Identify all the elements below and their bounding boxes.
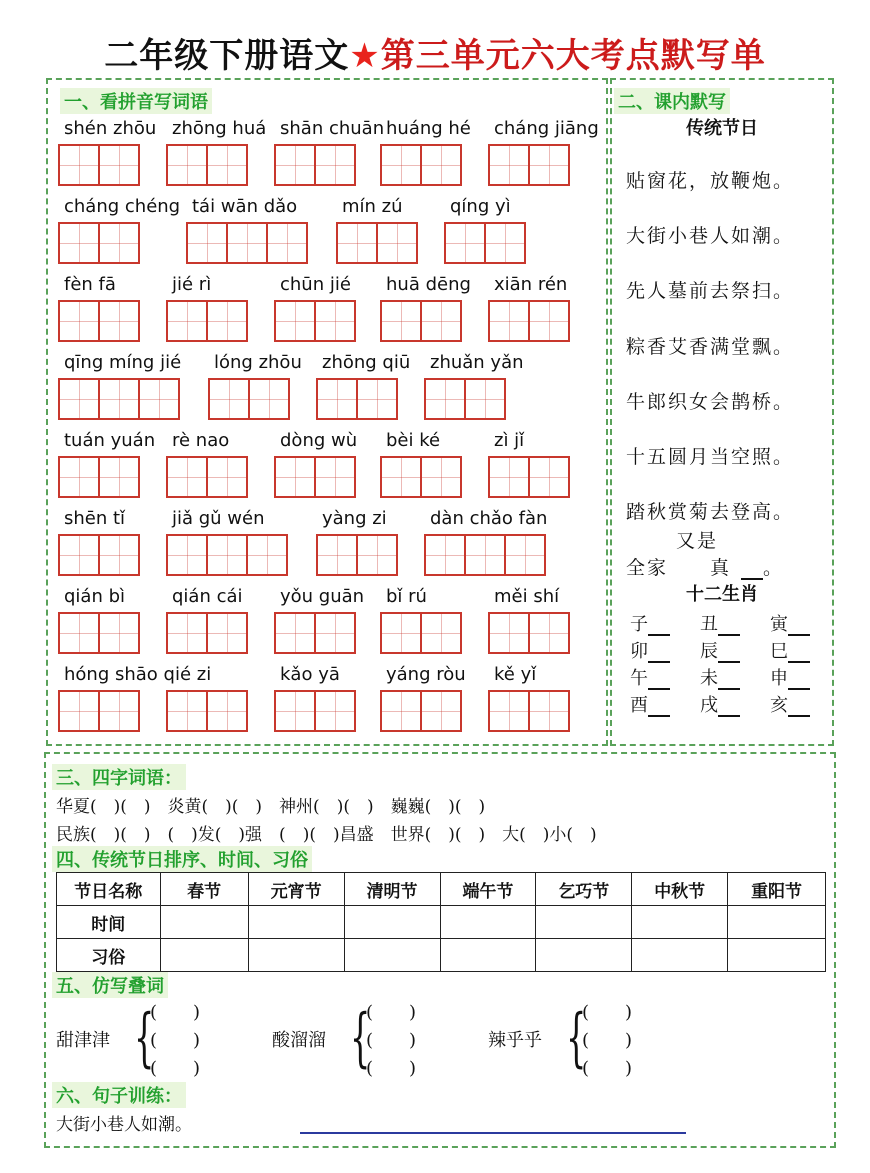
tianzige-cell[interactable] [424, 534, 466, 576]
tianzige-cell[interactable] [356, 378, 398, 420]
writing-grid[interactable] [488, 300, 568, 342]
writing-grid[interactable] [316, 534, 396, 576]
writing-grid[interactable] [380, 144, 460, 186]
tianzige-cell[interactable] [266, 222, 308, 264]
table-header-cell: 端午节 [440, 873, 536, 906]
tianzige-cell[interactable] [316, 534, 358, 576]
tianzige-cell[interactable] [166, 144, 208, 186]
answer-cell[interactable] [160, 939, 248, 972]
tianzige-cell[interactable] [166, 534, 208, 576]
zodiac-blank[interactable] [718, 645, 740, 663]
pinyin-label: zì jǐ [494, 430, 525, 451]
festival-table [56, 872, 826, 972]
writing-grid[interactable] [380, 612, 460, 654]
tianzige-cell[interactable] [58, 300, 100, 342]
writing-grid[interactable] [488, 144, 568, 186]
writing-grid[interactable] [274, 300, 354, 342]
dup-word: 酸溜溜 [272, 1030, 326, 1051]
fill-blank[interactable] [741, 562, 763, 580]
pinyin-label: shān chuān [280, 118, 385, 139]
tianzige-cell[interactable] [58, 456, 100, 498]
pinyin-label: qián bì [64, 586, 126, 607]
tianzige-cell[interactable] [98, 378, 140, 420]
tianzige-cell[interactable] [484, 222, 526, 264]
writing-grid[interactable] [380, 456, 460, 498]
page-title [0, 28, 870, 77]
title-grade: 二年级下册语文 [104, 36, 350, 76]
section6-title: 六、句子训练： [52, 1082, 186, 1108]
dup-blank[interactable]: ( ) [150, 1002, 201, 1023]
zodiac-item: 申 [770, 664, 810, 690]
pinyin-label: qīng míng jié [64, 352, 182, 373]
pinyin-label: zhōng qiū [322, 352, 411, 373]
lower-section [44, 752, 836, 1148]
pinyin-label: tái wān dǎo [192, 196, 298, 217]
tianzige-cell[interactable] [420, 612, 462, 654]
pinyin-label: qíng yì [450, 196, 511, 217]
writing-grid[interactable] [186, 222, 306, 264]
section3-title: 三、四字词语： [52, 764, 186, 790]
tianzige-cell[interactable] [464, 378, 506, 420]
tianzige-cell[interactable] [206, 144, 248, 186]
tianzige-cell[interactable] [58, 534, 100, 576]
zodiac-item: 午 [630, 664, 670, 690]
pinyin-label: huáng hé [386, 118, 471, 139]
pinyin-label: yáng ròu [386, 664, 466, 685]
tianzige-cell[interactable] [420, 144, 462, 186]
zodiac-item: 丑 [700, 610, 740, 636]
writing-grid[interactable] [58, 612, 138, 654]
answer-cell[interactable] [440, 906, 536, 939]
example-sentence: 大街小巷人如潮。 [56, 1115, 192, 1135]
answer-cell[interactable] [160, 906, 248, 939]
tianzige-cell[interactable] [314, 456, 356, 498]
brace-icon: { [566, 1001, 587, 1075]
four-char-line: 民族( )( ) ( )发( )强 ( )( )昌盛 世界( )( ) 大( )小( ) [56, 825, 597, 845]
pinyin-label: měi shí [494, 586, 560, 607]
tianzige-cell[interactable] [528, 612, 570, 654]
zodiac-blank[interactable] [648, 618, 670, 636]
dup-blank[interactable]: ( ) [366, 1030, 417, 1051]
pinyin-label: shén zhōu [64, 118, 157, 139]
tianzige-cell[interactable] [504, 534, 546, 576]
zodiac-blank[interactable] [718, 699, 740, 717]
zodiac-heading: 十二生肖 [686, 584, 758, 605]
pinyin-section [46, 78, 608, 746]
writing-grid[interactable] [58, 222, 138, 264]
zodiac-blank[interactable] [718, 672, 740, 690]
zodiac-item: 卯 [630, 637, 670, 663]
pinyin-label: zhōng huá [172, 118, 267, 139]
table-header-cell: 清明节 [344, 873, 440, 906]
tianzige-cell[interactable] [420, 456, 462, 498]
zodiac-blank[interactable] [788, 618, 810, 636]
poem-line: 踏秋赏菊去登高。 [626, 501, 795, 523]
tianzige-cell[interactable] [488, 456, 530, 498]
tianzige-cell[interactable] [528, 690, 570, 732]
poem-line: 十五圆月当空照。 [626, 446, 795, 468]
tianzige-cell[interactable] [166, 456, 208, 498]
zodiac-item: 辰 [700, 637, 740, 663]
tianzige-cell[interactable] [206, 612, 248, 654]
dup-blank[interactable]: ( ) [150, 1058, 201, 1079]
row-label: 时间 [57, 906, 161, 939]
tianzige-cell[interactable] [528, 456, 570, 498]
writing-grid[interactable] [166, 534, 286, 576]
writing-grid[interactable] [166, 690, 246, 732]
tianzige-cell[interactable] [274, 612, 316, 654]
answer-cell[interactable] [344, 939, 440, 972]
poem-line: 牛郎织女会鹊桥。 [626, 391, 795, 413]
pinyin-label: bǐ rú [386, 586, 427, 607]
tianzige-cell[interactable] [314, 300, 356, 342]
writing-grid[interactable] [488, 612, 568, 654]
table-header-cell: 节日名称 [57, 873, 161, 906]
writing-grid[interactable] [58, 300, 138, 342]
tianzige-cell[interactable] [58, 690, 100, 732]
tianzige-cell[interactable] [58, 144, 100, 186]
table-row [57, 906, 826, 939]
pinyin-label: huā dēng [386, 274, 471, 295]
zodiac-item: 戌 [700, 691, 740, 717]
tianzige-cell[interactable] [488, 612, 530, 654]
tianzige-cell[interactable] [248, 378, 290, 420]
dup-word: 辣乎乎 [488, 1030, 542, 1051]
zodiac-item: 亥 [770, 691, 810, 717]
poem-line: 大街小巷人如潮。 [626, 225, 795, 247]
tianzige-cell[interactable] [166, 300, 208, 342]
writing-grid[interactable] [274, 144, 354, 186]
dup-blank[interactable]: ( ) [150, 1030, 201, 1051]
pinyin-label: rè nao [172, 430, 230, 451]
writing-grid[interactable] [58, 534, 138, 576]
dup-blank[interactable]: ( ) [366, 1058, 417, 1079]
tianzige-cell[interactable] [226, 222, 268, 264]
brace-icon: { [134, 1001, 155, 1075]
zodiac-blank[interactable] [648, 645, 670, 663]
tianzige-cell[interactable] [208, 378, 250, 420]
writing-grid[interactable] [166, 612, 246, 654]
tianzige-cell[interactable] [380, 144, 422, 186]
writing-grid[interactable] [274, 690, 354, 732]
tianzige-cell[interactable] [380, 300, 422, 342]
pinyin-label: cháng chéng [64, 196, 181, 217]
answer-cell[interactable] [440, 939, 536, 972]
zodiac-blank[interactable] [788, 699, 810, 717]
pinyin-label: fèn fā [64, 274, 116, 295]
section2-title: 二、课内默写 [614, 88, 730, 114]
pinyin-label: jié rì [172, 274, 212, 295]
tianzige-cell[interactable] [464, 534, 506, 576]
table-header-cell: 中秋节 [632, 873, 728, 906]
table-header-cell: 元宵节 [248, 873, 344, 906]
table-header-cell: 乞巧节 [536, 873, 632, 906]
pinyin-label: cháng jiāng [494, 118, 599, 139]
pinyin-label: bèi ké [386, 430, 441, 451]
writing-grid[interactable] [380, 690, 460, 732]
writing-grid[interactable] [274, 456, 354, 498]
tianzige-cell[interactable] [274, 456, 316, 498]
pinyin-label: yǒu guān [280, 586, 365, 607]
zodiac-blank[interactable] [788, 645, 810, 663]
table-row [57, 939, 826, 972]
writing-grid[interactable] [424, 378, 504, 420]
poem-heading: 传统节日 [686, 118, 758, 139]
writing-grid[interactable] [208, 378, 288, 420]
pinyin-label: hóng shāo qié zi [64, 664, 212, 685]
tianzige-cell[interactable] [58, 222, 100, 264]
pinyin-label: yàng zi [322, 508, 387, 529]
row-label: 习俗 [57, 939, 161, 972]
zodiac-item: 寅 [770, 610, 810, 636]
zodiac-blank[interactable] [788, 672, 810, 690]
pinyin-label: mín zú [342, 196, 403, 217]
answer-cell[interactable] [728, 906, 826, 939]
answer-cell[interactable] [344, 906, 440, 939]
tianzige-cell[interactable] [186, 222, 228, 264]
tianzige-cell[interactable] [528, 300, 570, 342]
tianzige-cell[interactable] [424, 378, 466, 420]
pinyin-label: chūn jié [280, 274, 351, 295]
tianzige-cell[interactable] [98, 144, 140, 186]
dup-blank[interactable]: ( ) [582, 1002, 633, 1023]
zodiac-blank[interactable] [648, 699, 670, 717]
title-unit: 第三单元六大考点默写单 [380, 36, 766, 76]
pinyin-label: lóng zhōu [214, 352, 302, 373]
tianzige-cell[interactable] [246, 534, 288, 576]
writing-grid[interactable] [166, 456, 246, 498]
dup-blank[interactable]: ( ) [582, 1030, 633, 1051]
answer-cell[interactable] [632, 906, 728, 939]
writing-grid[interactable] [316, 378, 396, 420]
table-header-row [57, 873, 826, 906]
pinyin-label: jiǎ gǔ wén [172, 508, 265, 529]
tianzige-cell[interactable] [528, 144, 570, 186]
pinyin-label: tuán yuán [64, 430, 156, 451]
tianzige-cell[interactable] [206, 456, 248, 498]
dup-blank[interactable]: ( ) [366, 1002, 417, 1023]
tianzige-cell[interactable] [98, 690, 140, 732]
tianzige-cell[interactable] [206, 300, 248, 342]
tianzige-cell[interactable] [206, 690, 248, 732]
tianzige-cell[interactable] [98, 534, 140, 576]
tianzige-cell[interactable] [58, 378, 100, 420]
pinyin-label: dàn chǎo fàn [430, 508, 548, 529]
tianzige-cell[interactable] [420, 690, 462, 732]
writing-grid[interactable] [166, 144, 246, 186]
answer-line[interactable] [300, 1132, 686, 1134]
tianzige-cell[interactable] [58, 612, 100, 654]
writing-grid[interactable] [58, 456, 138, 498]
tianzige-cell[interactable] [98, 222, 140, 264]
writing-grid[interactable] [488, 690, 568, 732]
poem-line: 贴窗花，放鞭炮。 [626, 170, 795, 192]
answer-cell[interactable] [248, 939, 344, 972]
tianzige-cell[interactable] [98, 612, 140, 654]
tianzige-cell[interactable] [488, 144, 530, 186]
zodiac-blank[interactable] [648, 672, 670, 690]
answer-cell[interactable] [632, 939, 728, 972]
writing-grid[interactable] [58, 144, 138, 186]
zodiac-blank[interactable] [718, 618, 740, 636]
poem-line: 又是 [676, 530, 719, 552]
table-header-cell: 重阳节 [728, 873, 826, 906]
tianzige-cell[interactable] [314, 144, 356, 186]
tianzige-cell[interactable] [98, 456, 140, 498]
answer-cell[interactable] [536, 939, 632, 972]
writing-grid[interactable] [380, 300, 460, 342]
pinyin-label: xiān rén [494, 274, 568, 295]
section1-title: 一、看拼音写词语 [60, 88, 212, 114]
answer-cell[interactable] [728, 939, 826, 972]
poem-line: 先人墓前去祭扫。 [626, 280, 795, 302]
section4-title: 四、传统节日排序、时间、习俗 [52, 846, 312, 872]
tianzige-cell[interactable] [316, 378, 358, 420]
zodiac-item: 未 [700, 664, 740, 690]
writing-grid[interactable] [58, 690, 138, 732]
answer-cell[interactable] [248, 906, 344, 939]
answer-cell[interactable] [536, 906, 632, 939]
dup-word: 甜津津 [56, 1030, 110, 1051]
tianzige-cell[interactable] [138, 378, 180, 420]
tianzige-cell[interactable] [488, 300, 530, 342]
dup-blank[interactable]: ( ) [582, 1058, 633, 1079]
tianzige-cell[interactable] [314, 612, 356, 654]
writing-grid[interactable] [424, 534, 544, 576]
pinyin-label: kǎo yā [280, 664, 340, 685]
tianzige-cell[interactable] [166, 690, 208, 732]
star-icon: ★ [349, 36, 381, 76]
tianzige-cell[interactable] [380, 690, 422, 732]
tianzige-cell[interactable] [420, 300, 462, 342]
poem-line: 粽香艾香满堂飘。 [626, 336, 795, 358]
pinyin-label: shēn tǐ [64, 508, 126, 529]
pinyin-label: kě yǐ [494, 664, 537, 685]
writing-grid[interactable] [58, 378, 178, 420]
pinyin-label: dòng wù [280, 430, 358, 451]
writing-grid[interactable] [336, 222, 416, 264]
tianzige-cell[interactable] [314, 690, 356, 732]
tianzige-cell[interactable] [166, 612, 208, 654]
tianzige-cell[interactable] [98, 300, 140, 342]
tianzige-cell[interactable] [488, 690, 530, 732]
section5-title: 五、仿写叠词 [52, 972, 168, 998]
tianzige-cell[interactable] [336, 222, 378, 264]
recite-section [610, 78, 834, 746]
tianzige-cell[interactable] [380, 612, 422, 654]
zodiac-item: 酉 [630, 691, 670, 717]
table-header-cell: 春节 [160, 873, 248, 906]
pinyin-label: qián cái [172, 586, 243, 607]
tianzige-cell[interactable] [380, 456, 422, 498]
poem-last-line: 全家 真 。 [626, 557, 785, 579]
tianzige-cell[interactable] [444, 222, 486, 264]
four-char-line: 华夏( )( ) 炎黄( )( ) 神州( )( ) 巍巍( )( ) [56, 797, 486, 817]
tianzige-cell[interactable] [356, 534, 398, 576]
zodiac-item: 巳 [770, 637, 810, 663]
tianzige-cell[interactable] [274, 690, 316, 732]
tianzige-cell[interactable] [274, 300, 316, 342]
pinyin-label: zhuǎn yǎn [430, 352, 524, 373]
tianzige-cell[interactable] [274, 144, 316, 186]
brace-icon: { [350, 1001, 371, 1075]
tianzige-cell[interactable] [206, 534, 248, 576]
writing-grid[interactable] [488, 456, 568, 498]
tianzige-cell[interactable] [376, 222, 418, 264]
writing-grid[interactable] [274, 612, 354, 654]
writing-grid[interactable] [166, 300, 246, 342]
zodiac-item: 子 [630, 610, 670, 636]
writing-grid[interactable] [444, 222, 524, 264]
